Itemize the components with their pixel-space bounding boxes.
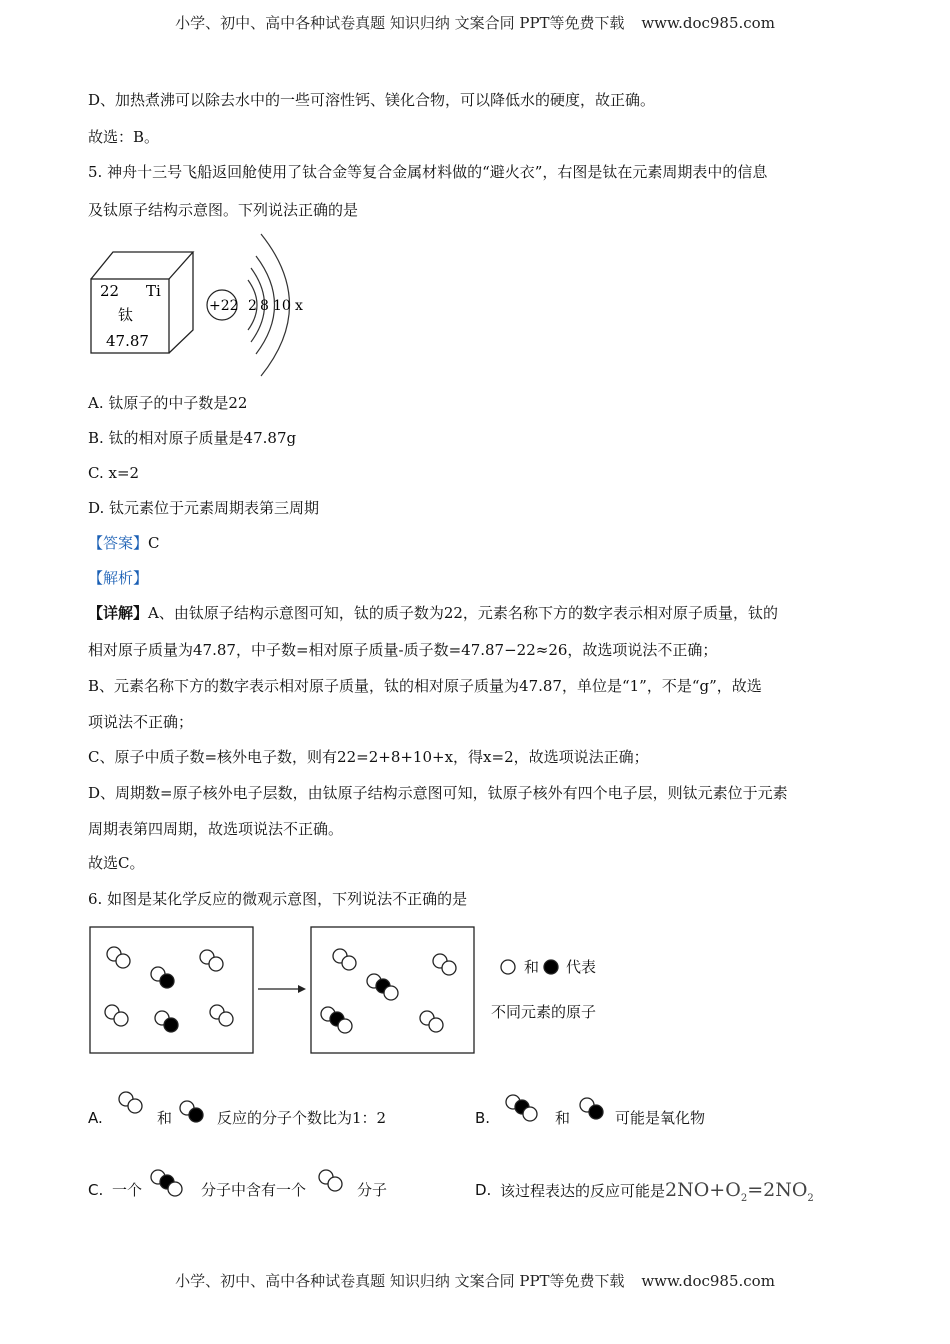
- legend-description: 不同元素的原子: [491, 1003, 597, 1021]
- legend-and: 和: [524, 958, 540, 976]
- q6-option-b-and: 和: [555, 1109, 571, 1127]
- q6-option-a-text[interactable]: 反应的分子个数比为1：2: [217, 1109, 387, 1127]
- diatomic-mixed-molecule: [151, 967, 174, 988]
- triatomic-molecule: [506, 1095, 537, 1121]
- diatomic-same-molecule: [119, 1092, 142, 1113]
- white-atom-icon: [501, 960, 515, 974]
- diatomic-same-molecule: [333, 949, 356, 970]
- reactants-box: [90, 927, 253, 1053]
- q6-option-c-mid: 分子中含有一个: [201, 1181, 307, 1199]
- black-atom-icon: [544, 960, 558, 974]
- analysis-tag: 【解析】: [88, 569, 149, 587]
- header-text: 小学、初中、高中各种试卷真题 知识归纳 文案合同 PPT等免费下载: [175, 14, 625, 32]
- eq-part-1: 2NO+O: [665, 1179, 741, 1201]
- detail-line-5: C、原子中质子数=核外电子数，则有22=2+8+10+x，得x=2，故选项说法正确；: [88, 748, 649, 766]
- shell-3-count: 10: [273, 298, 291, 314]
- detail-line-6: D、周期数=原子核外电子层数，由钛原子结构示意图可知，钛原子核外有四个电子层，则钛元素位于元素: [88, 784, 788, 802]
- answer-value: C: [148, 534, 160, 552]
- option-d-text: 该过程表达的反应可能是: [500, 1182, 666, 1200]
- diatomic-same-molecule: [107, 947, 130, 968]
- q6-option-c-label[interactable]: C.: [88, 1181, 104, 1199]
- nucleus-charge: +22: [209, 298, 239, 314]
- triatomic-molecule: [321, 1007, 352, 1033]
- header-link[interactable]: www.doc985.com: [641, 14, 775, 32]
- q6-option-c-post: 分子: [357, 1181, 388, 1199]
- atomic-number: 22: [100, 282, 120, 300]
- diatomic-same-molecule: [433, 954, 456, 975]
- q5-option-c[interactable]: C. x=2: [88, 464, 140, 482]
- q6-option-a-and: 和: [157, 1109, 173, 1127]
- diatomic-same-molecule: [319, 1170, 342, 1191]
- q5-option-a[interactable]: A. 钛原子的中子数是22: [88, 394, 248, 412]
- q6-option-c-pre: 一个: [112, 1181, 143, 1199]
- answer-tag: 【答案】: [88, 534, 149, 552]
- diatomic-same-molecule: [105, 1005, 128, 1026]
- q6-option-d-label[interactable]: D.: [475, 1181, 492, 1199]
- footer-text: 小学、初中、高中各种试卷真题 知识归纳 文案合同 PPT等免费下载: [175, 1272, 625, 1290]
- eq-sub-1: 2: [740, 1192, 748, 1204]
- detail-line-3: B、元素名称下方的数字表示相对原子质量，钛的相对原子质量为47.87，单位是“1”，不是“g”，故选: [88, 677, 762, 695]
- page-footer: [0, 1270, 950, 1291]
- prev-option-d: D、加热煮沸可以除去水中的一些可溶性钙、镁化合物，可以降低水的硬度，故正确。: [88, 91, 656, 109]
- diatomic-mixed-molecule: [580, 1098, 603, 1119]
- q6-option-b-label[interactable]: B.: [475, 1109, 491, 1127]
- q5-stem-2: 及钛原子结构示意图。下列说法正确的是: [88, 201, 359, 219]
- q5-choice: 故选C。: [88, 854, 145, 872]
- detail-line-2: 相对原子质量为47.87，中子数=相对原子质量-质子数=47.87−22≈26，故选项说法不正确；: [88, 641, 718, 659]
- diatomic-same-molecule: [420, 1011, 443, 1032]
- diatomic-mixed-molecule: [180, 1101, 203, 1122]
- diatomic-same-molecule: [210, 1005, 233, 1026]
- eq-sub-2: 2: [807, 1192, 814, 1204]
- legend-represents: 代表: [566, 958, 597, 976]
- detail-tag: 【详解】: [88, 604, 149, 622]
- detail-line-7: 周期表第四周期，故选项说法不正确。: [88, 820, 344, 838]
- q6-stem: 6. 如图是某化学反应的微观示意图，下列说法不正确的是: [88, 890, 468, 908]
- triatomic-molecule: [367, 974, 398, 1000]
- equation: [665, 1179, 814, 1204]
- shell-1-count: 2: [248, 298, 257, 314]
- footer-link[interactable]: www.doc985.com: [641, 1272, 775, 1290]
- arrow-icon: [258, 985, 306, 993]
- atomic-mass: 47.87: [106, 332, 149, 350]
- q6-option-d-text[interactable]: [500, 1180, 814, 1209]
- detail-line-4: 项说法不正确；: [88, 713, 194, 731]
- q6-option-a-label[interactable]: A.: [88, 1109, 103, 1127]
- triatomic-molecule: [151, 1170, 182, 1196]
- q5-option-d[interactable]: D. 钛元素位于元素周期表第三周期: [88, 499, 320, 517]
- q5-option-b[interactable]: B. 钛的相对原子质量是47.87g: [88, 429, 297, 447]
- q5-stem-1: 5. 神舟十三号飞船返回舱使用了钛合金等复合金属材料做的“避火衣”，右图是钛在元素周期表中的信息: [88, 163, 768, 181]
- diatomic-mixed-molecule: [155, 1011, 178, 1032]
- element-name: 钛: [118, 306, 134, 324]
- diatomic-same-molecule: [200, 950, 223, 971]
- shell-2-count: 8: [260, 298, 269, 314]
- eq-part-2: =2NO: [747, 1179, 808, 1201]
- q6-option-b-text[interactable]: 可能是氧化物: [615, 1109, 706, 1127]
- element-symbol: Ti: [146, 282, 161, 300]
- detail-text: A、由钛原子结构示意图可知，钛的质子数为22，元素名称下方的数字表示相对原子质量，钛的: [148, 604, 778, 622]
- prev-choice: 故选：B。: [88, 128, 160, 146]
- shell-4-count: x: [295, 298, 303, 314]
